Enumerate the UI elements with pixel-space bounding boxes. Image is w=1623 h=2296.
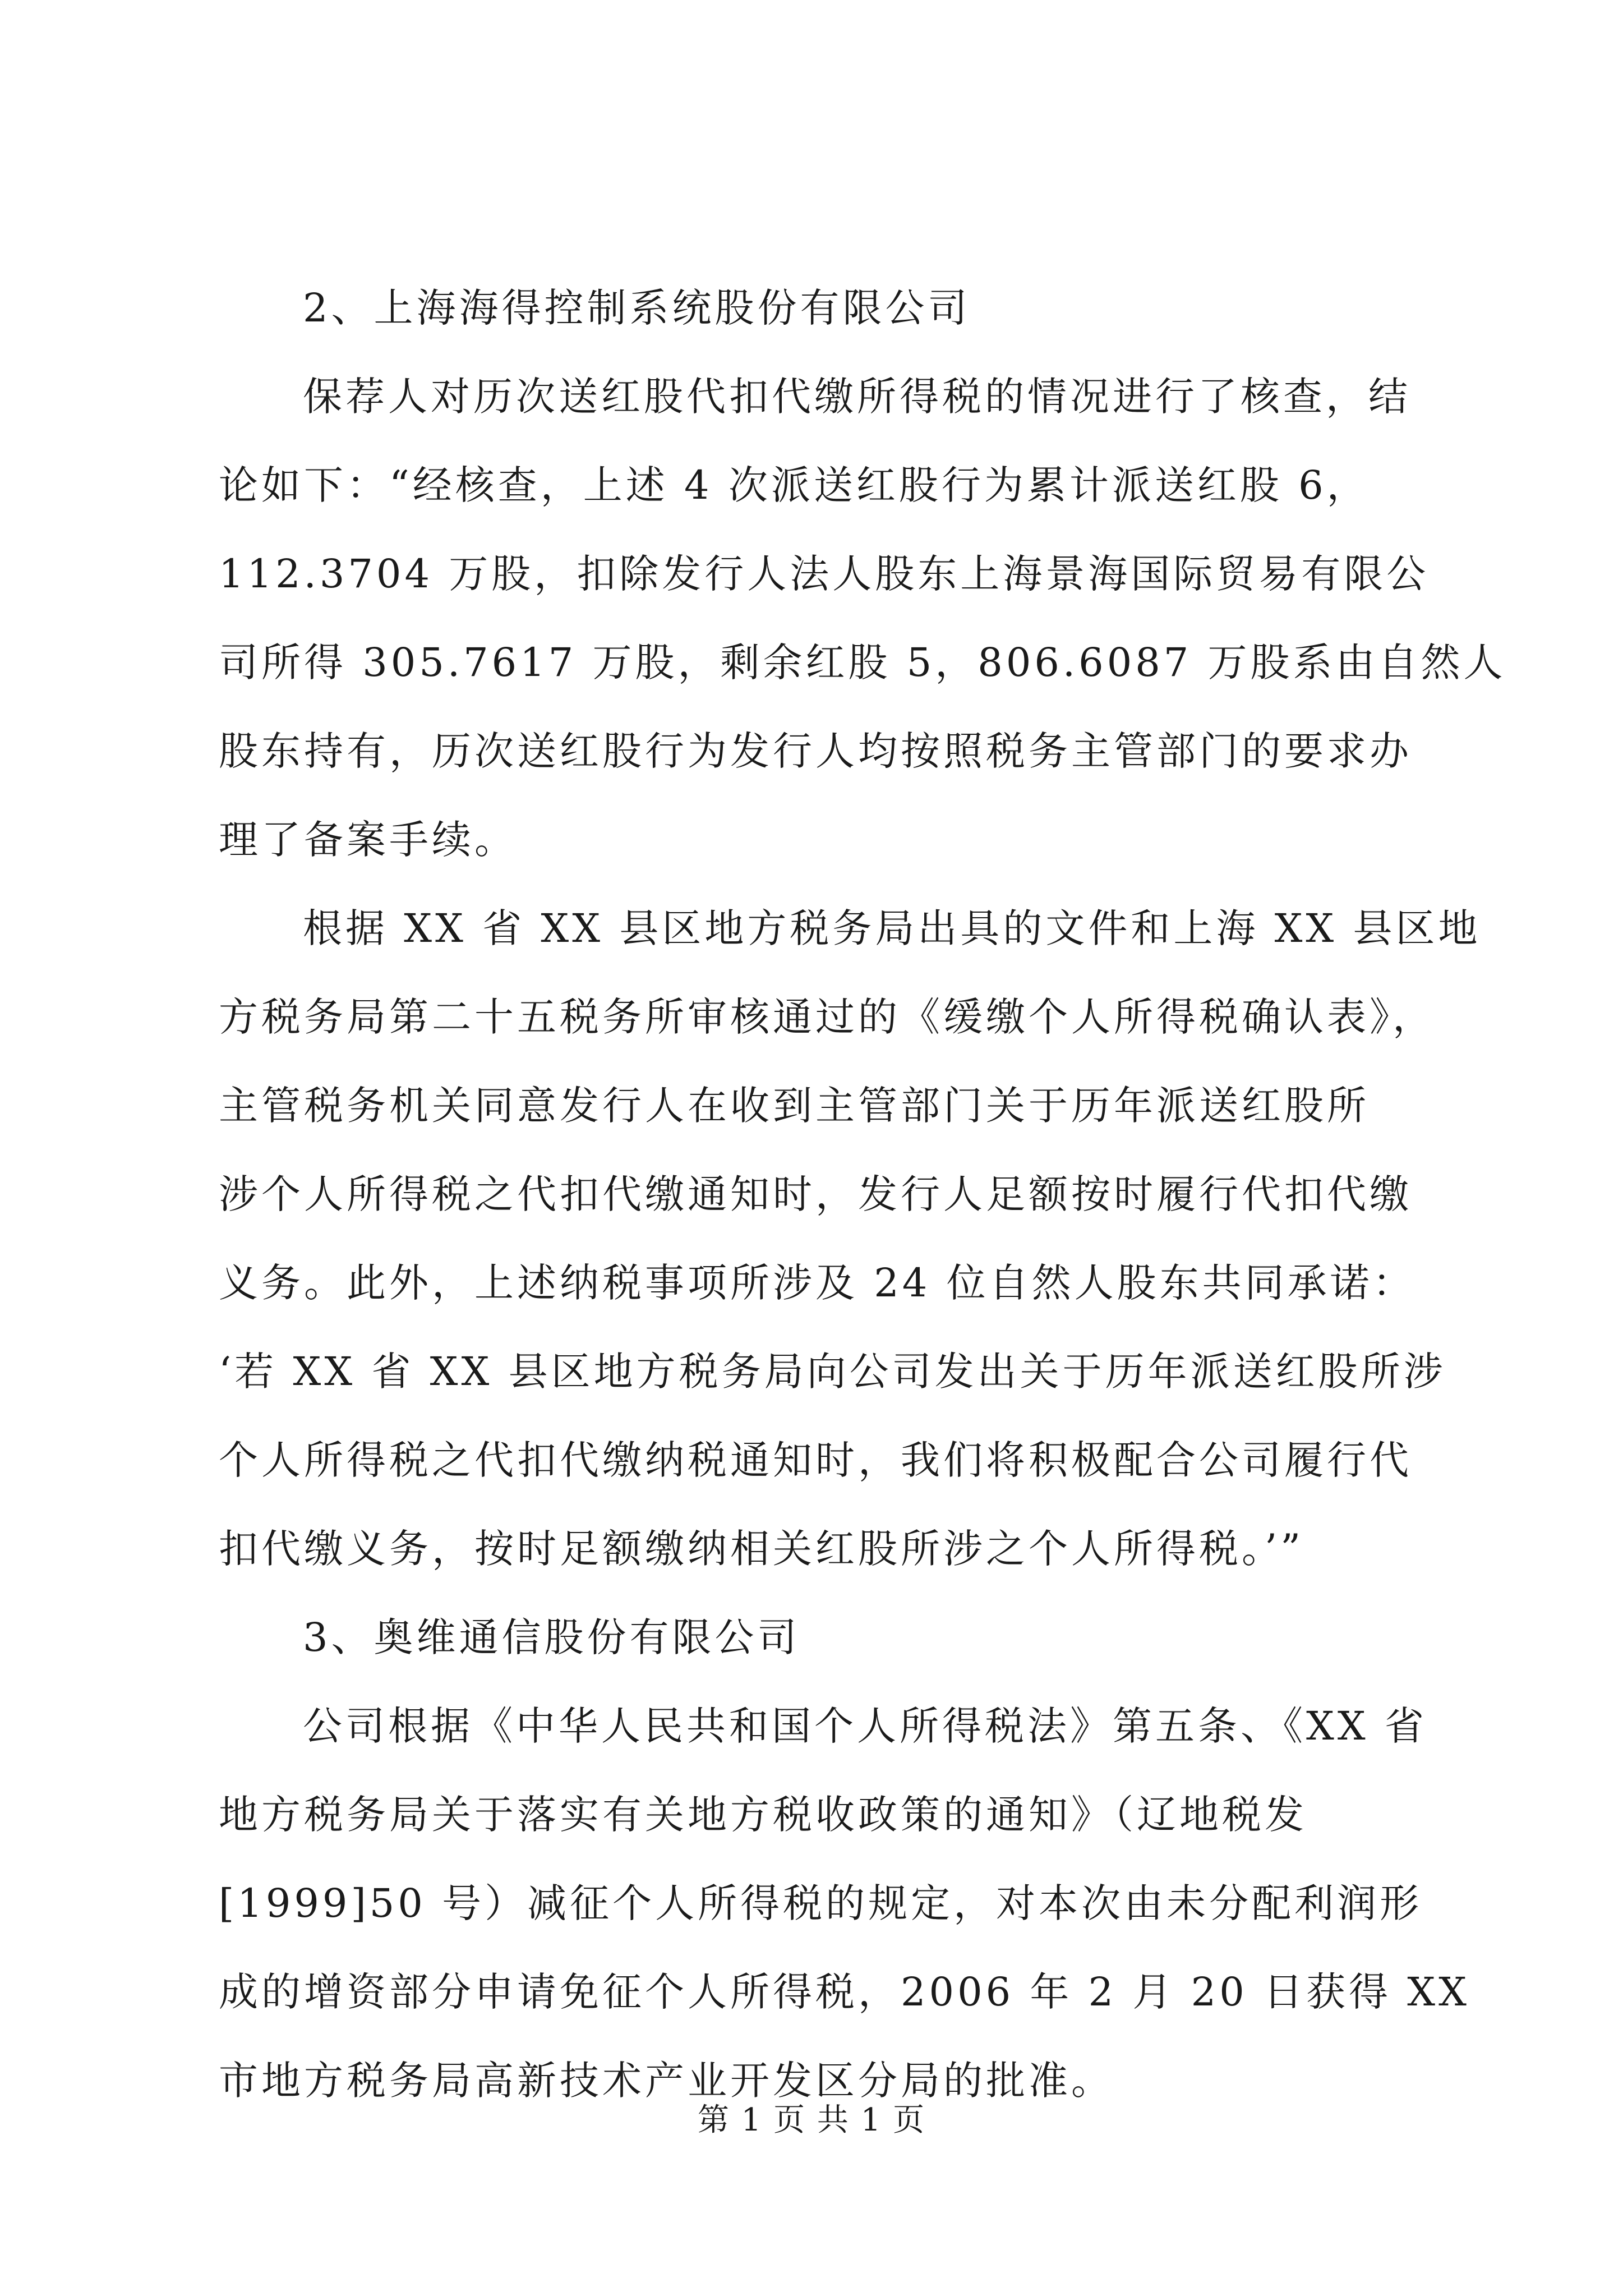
text-line: 义务。此外，上述纳税事项所涉及 24 位自然人股东共同承诺： xyxy=(219,1260,1415,1306)
text-line: 司所得 305.7617 万股，剩余红股 5，806.6087 万股系由自然人 xyxy=(219,639,1506,685)
text-line: 扣代缴义务，按时足额缴纳相关红股所涉之个人所得税。’” xyxy=(219,1526,1304,1572)
text-line: 个人所得税之代扣代缴纳税通知时，我们将积极配合公司履行代 xyxy=(219,1437,1412,1483)
text-line: 2、上海海得控制系统股份有限公司 xyxy=(303,285,971,331)
text-line: 根据 XX 省 XX 县区地方税务局出具的文件和上海 XX 县区地 xyxy=(303,905,1481,951)
text-line: 主管税务机关同意发行人在收到主管部门关于历年派送红股所 xyxy=(219,1083,1370,1129)
text-line: 涉个人所得税之代扣代缴通知时，发行人足额按时履行代扣代缴 xyxy=(219,1171,1412,1217)
text-line: 方税务局第二十五税务所审核通过的《缓缴个人所得税确认表》， xyxy=(219,994,1435,1040)
text-line: 论如下：“经核查，上述 4 次派送红股行为累计派送红股 6， xyxy=(219,462,1370,508)
document-body xyxy=(219,264,1506,2125)
text-line: 3、奥维通信股份有限公司 xyxy=(303,1614,800,1660)
text-line: 理了备案手续。 xyxy=(219,817,517,863)
text-line: 成的增资部分申请免征个人所得税，2006 年 2 月 20 日获得 XX xyxy=(219,1969,1470,2015)
text-line: 112.3704 万股，扣除发行人法人股东上海景海国际贸易有限公 xyxy=(219,551,1430,597)
page-footer: 第 1 页 共 1 页 xyxy=(697,2102,926,2138)
text-line: [1999]50 号）减征个人所得税的规定，对本次由未分配利润形 xyxy=(219,1880,1423,1926)
text-line: 市地方税务局高新技术产业开发区分局的批准。 xyxy=(219,2058,1114,2104)
text-line: 公司根据《中华人民共和国个人所得税法》第五条、《XX 省 xyxy=(303,1703,1427,1749)
text-line: 股东持有，历次送红股行为发行人均按照税务主管部门的要求办 xyxy=(219,728,1412,774)
text-line: 保荐人对历次送红股代扣代缴所得税的情况进行了核查，结 xyxy=(303,374,1411,420)
text-line: 地方税务局关于落实有关地方税收政策的通知》（辽地税发 xyxy=(219,1792,1307,1838)
text-line: ‘若 XX 省 XX 县区地方税务局向公司发出关于历年派送红股所涉 xyxy=(219,1349,1446,1395)
